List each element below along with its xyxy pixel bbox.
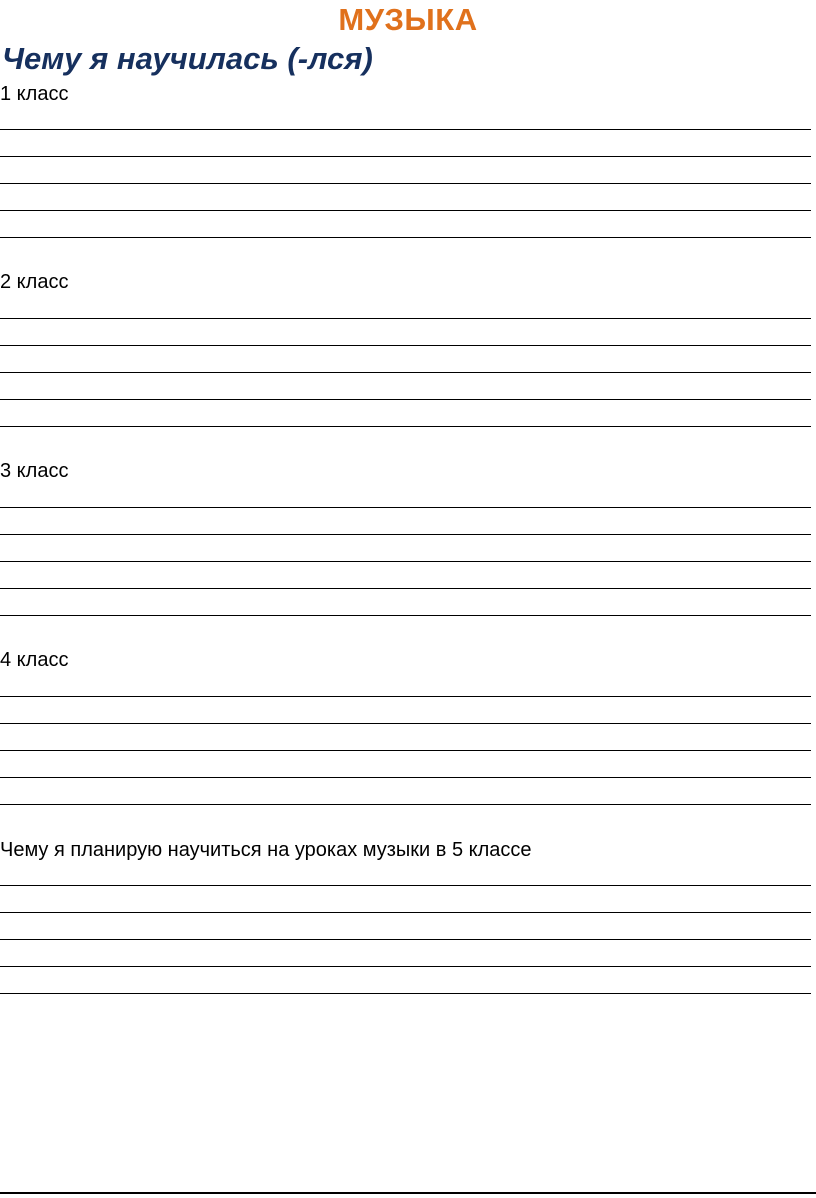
writing-line	[0, 372, 811, 373]
writing-line	[0, 993, 811, 994]
writing-line	[0, 210, 811, 211]
writing-line	[0, 939, 811, 940]
writing-line	[0, 318, 811, 319]
writing-line	[0, 804, 811, 805]
section-label: 3 класс	[0, 460, 69, 482]
section-label: 4 класс	[0, 649, 69, 671]
writing-line	[0, 696, 811, 697]
writing-line	[0, 237, 811, 238]
writing-line	[0, 561, 811, 562]
writing-line	[0, 615, 811, 616]
writing-line	[0, 723, 811, 724]
writing-line	[0, 183, 811, 184]
writing-line	[0, 399, 811, 400]
writing-line	[0, 588, 811, 589]
writing-line	[0, 777, 811, 778]
section-label: 1 класс	[0, 83, 69, 105]
page-bottom-divider	[0, 1192, 816, 1194]
writing-line	[0, 507, 811, 508]
writing-line	[0, 534, 811, 535]
section-label: Чему я планирую научиться на уроках музыки в 5 классе	[0, 839, 532, 861]
writing-line	[0, 912, 811, 913]
section-label: 2 класс	[0, 271, 69, 293]
writing-line	[0, 750, 811, 751]
writing-line	[0, 156, 811, 157]
writing-line	[0, 966, 811, 967]
writing-line	[0, 885, 811, 886]
page-subtitle: Чему я научилась (-лся)	[2, 41, 373, 76]
page-title: МУЗЫКА	[338, 2, 478, 37]
writing-line	[0, 129, 811, 130]
writing-line	[0, 426, 811, 427]
writing-line	[0, 345, 811, 346]
